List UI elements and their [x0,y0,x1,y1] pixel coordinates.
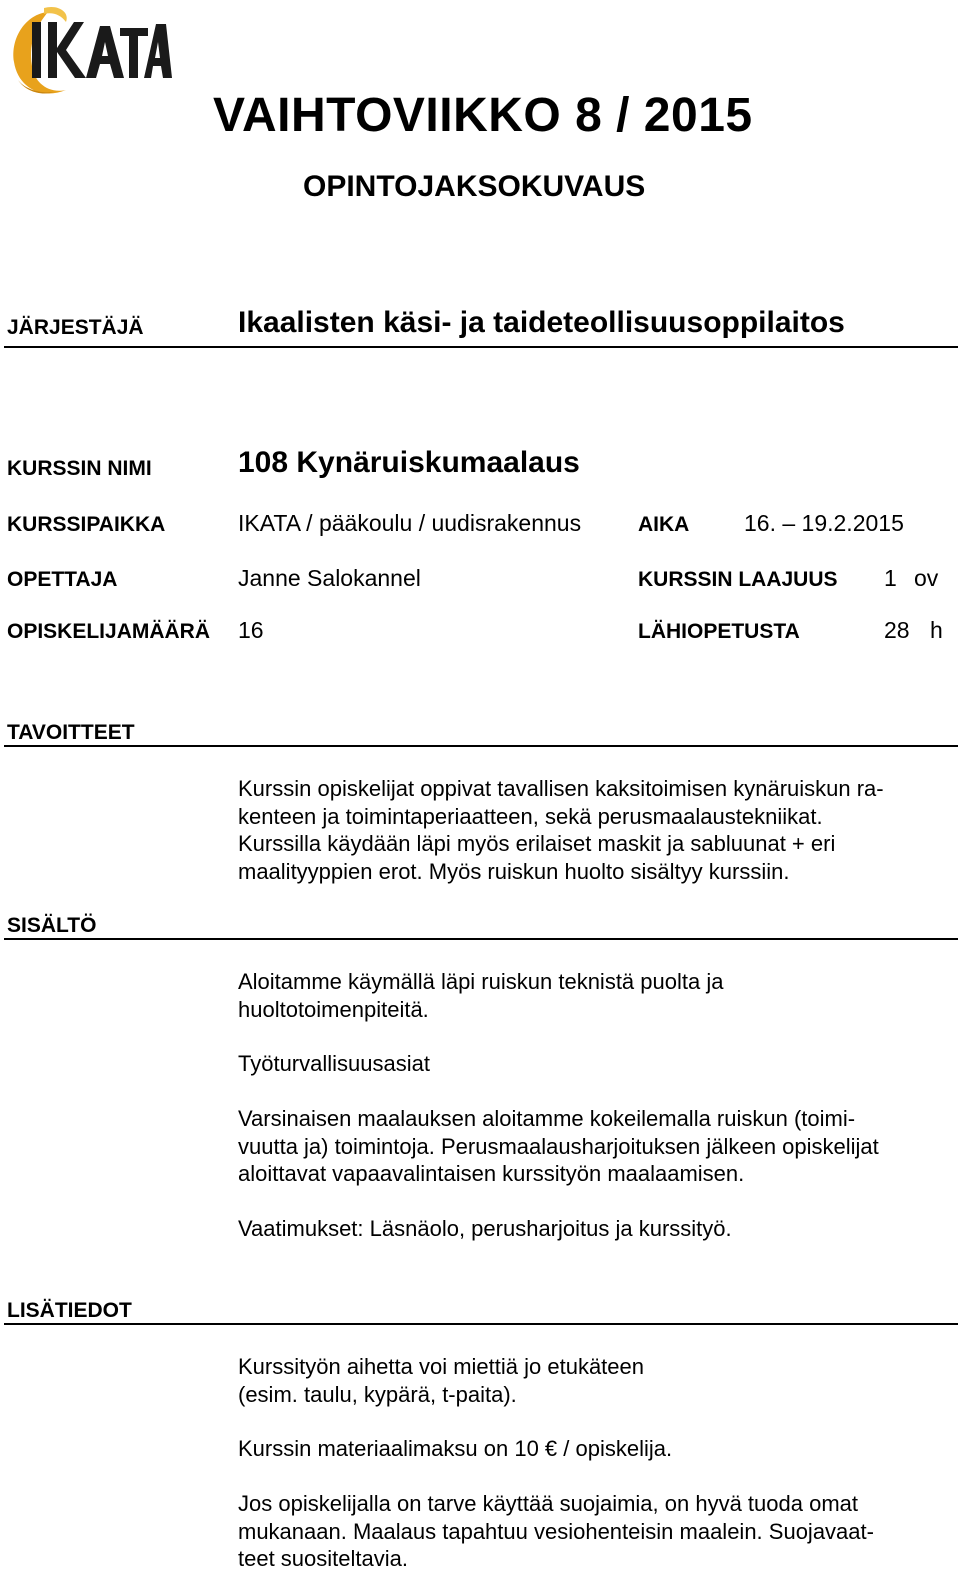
course-scope-label: KURSSIN LAAJUUS [638,568,838,591]
content-line: Työturvallisuusasiat [238,1051,430,1076]
extra-paragraph [238,1490,950,1573]
content-line: aloittavat vapaavalintaisen kurssityön maalaamisen. [238,1161,745,1186]
extra-line: Kurssin materiaalimaksu on 10 € / opiskelija. [238,1436,673,1461]
content-line: vuutta ja) toimintoja. Perusmaalausharjoituksen jälkeen opiskelijat [238,1133,879,1159]
contact-hours-label: LÄHIOPETUSTA [638,620,800,643]
goals-line: Kurssin opiskelijat oppivat tavallisen kaksitoimisen kynäruiskun ra- [238,776,884,801]
content-paragraph [238,1050,950,1078]
goals-line: Kurssilla käydään läpi myös erilaiset maskit ja sabluunat + eri [238,831,836,856]
content-paragraph [238,1215,950,1243]
organizer-label: JÄRJESTÄJÄ [7,316,144,339]
content-line: Varsinaisen maalauksen aloitamme kokeilemalla ruiskun (toimi- [238,1106,856,1131]
ikata-logo [8,4,172,100]
extra-paragraph [238,1435,950,1463]
extra-line: Jos opiskelijalla on tarve käyttää suojaimia, on hyvä tuoda omat [238,1491,859,1516]
divider [4,745,958,747]
course-place-label: KURSSIPAIKKA [7,513,166,536]
contact-hours-value: 28 [884,617,910,643]
content-line: huoltotoimenpiteitä. [238,996,429,1022]
content-line: Vaatimukset: Läsnäolo, perusharjoitus ja kurssityö. [238,1216,732,1241]
goals-label: TAVOITTEET [7,721,135,744]
divider [4,938,958,940]
extra-line: teet suositeltavia. [238,1546,408,1571]
ikata-logo-graphic [8,4,172,100]
students-value: 16 [238,617,264,643]
goals-line: kenteen ja toimintaperiaatteen, sekä perusmaalaustekniikat. [238,803,823,829]
content-label: SISÄLTÖ [7,914,97,937]
teacher-label: OPETTAJA [7,568,118,591]
organizer-value: Ikaalisten käsi- ja taideteollisuusoppilaitos [238,306,845,339]
extra-info-label: LISÄTIEDOT [7,1299,132,1322]
extra-line: mukanaan. Maalaus tapahtuu vesiohenteisin maalein. Suojavaat- [238,1518,874,1544]
teacher-value: Janne Salokannel [238,565,421,591]
course-scope-unit: ov [914,565,939,591]
course-name-value: 108 Kynäruiskumaalaus [238,446,580,479]
course-time-value: 16. – 19.2.2015 [744,510,904,536]
divider [4,346,958,348]
extra-line: (esim. taulu, kypärä, t-paita). [238,1381,517,1407]
goals-text [238,775,950,885]
contact-hours-unit: h [930,617,943,643]
extra-line: Kurssityön aihetta voi miettiä jo etukäteen [238,1354,645,1379]
students-label: OPISKELIJAMÄÄRÄ [7,620,211,643]
page-title: VAIHTOVIIKKO 8 / 2015 [213,89,753,142]
extra-paragraph [238,1353,950,1408]
course-scope-value: 1 [884,565,897,591]
course-time-label: AIKA [638,513,690,536]
content-line: Aloitamme käymällä läpi ruiskun teknistä puolta ja [238,969,724,994]
goals-line: maalityyppien erot. Myös ruiskun huolto sisältyy kurssiin. [238,858,790,884]
content-paragraph [238,968,950,1023]
content-paragraph [238,1105,950,1188]
course-place-value: IKATA / pääkoulu / uudisrakennus [238,510,582,536]
page-subtitle: OPINTOJAKSOKUVAUS [303,170,646,203]
divider [4,1323,958,1325]
course-name-label: KURSSIN NIMI [7,457,152,480]
